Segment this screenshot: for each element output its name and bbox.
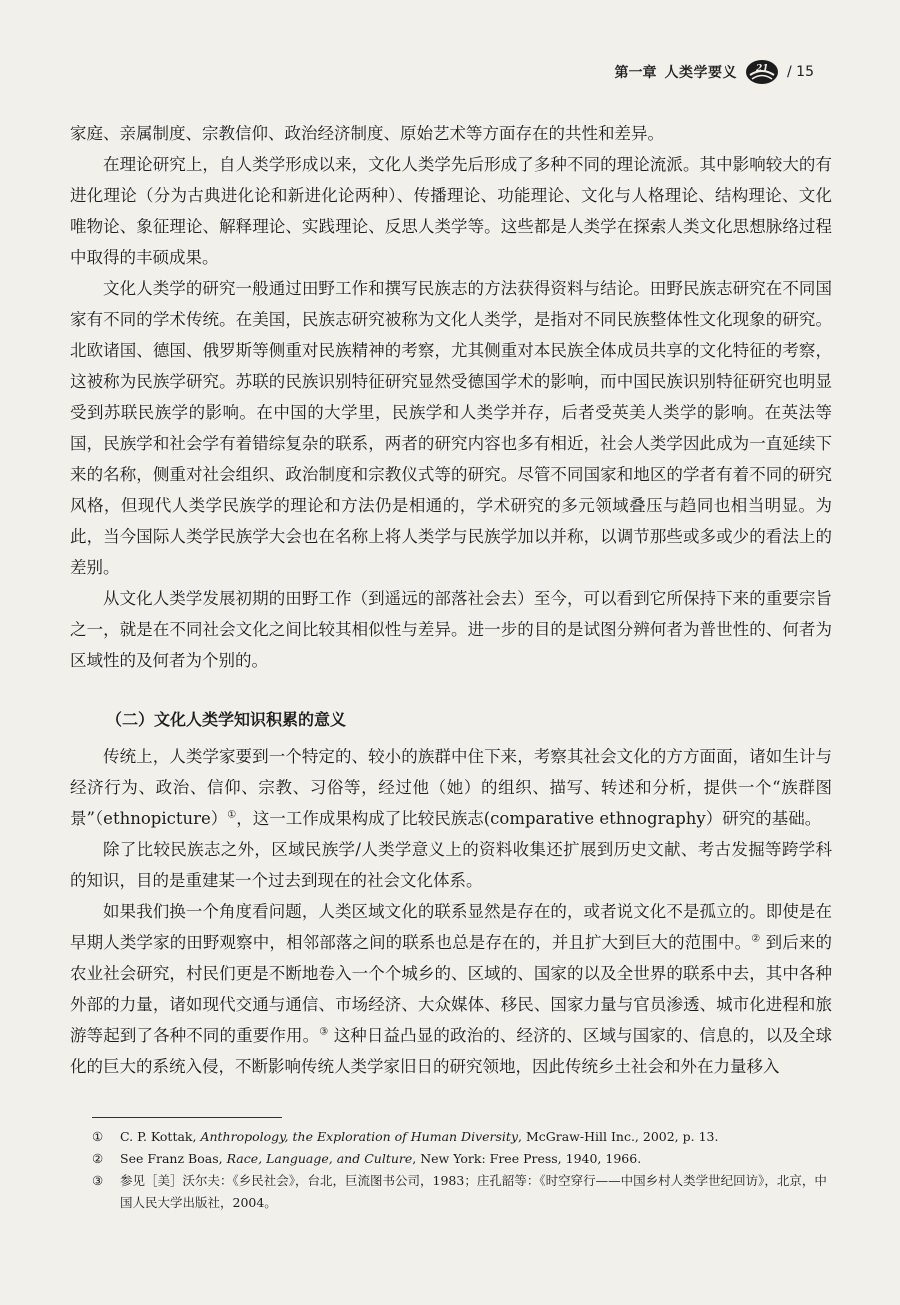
running-header [615, 58, 814, 86]
footnote [92, 1170, 832, 1214]
footnote-text: See Franz Boas, [120, 1151, 227, 1166]
footnote-mark: ③ [92, 1173, 104, 1188]
footnote [92, 1148, 832, 1170]
paragraph [70, 896, 832, 1082]
paragraph: 从文化人类学发展初期的田野工作（到遥远的部落社会去）至今，可以看到它所保持下来的重要宗旨之一，就是在不同社会文化之间比较其相似性与差异。进一步的目的是试图分辨何者为普世性的、何者为区域性的及何者为个别的。 [70, 589, 832, 670]
paragraph-text: 如果我们换一个角度看问题，人类区域文化的联系显然是存在的，或者说文化不是孤立的。即使是在早期人类学家的田野观察中，相邻部落之间的联系也总是存在的，并且扩大到巨大的范围中。 [70, 902, 832, 952]
footnote-title: Race, Language, and Culture [226, 1151, 413, 1166]
paragraph: 家庭、亲属制度、宗教信仰、政治经济制度、原始艺术等方面存在的共性和差异。 [70, 124, 664, 143]
svg-text:21: 21 [756, 64, 769, 74]
footnote-text: , McGraw-Hill Inc., 2002, p. 13. [518, 1129, 719, 1144]
paragraph-text: 到后来的农业社会研究，村民们更是不断地卷入一个个城乡的、区域的、国家的以及全世界的联系中去，其中各种外部的力量，诸如现代交通与通信、市场经济、大众媒体、移民、国家力量与官员渗透、城市化进程和旅游等起到了各种不同的重要作用。 [70, 933, 833, 1045]
paragraph: 在理论研究上，自人类学形成以来，文化人类学先后形成了多种不同的理论流派。其中影响较大的有进化理论（分为古典进化论和新进化论两种）、传播理论、功能理论、文化与人格理论、结构理论、文化唯物论、象征理论、解释理论、实践理论、反思人类学等。这些都是人类学在探索人类文化思想脉络过程中取得的丰硕成果。 [70, 155, 832, 267]
footnote-text: C. P. Kottak, [120, 1129, 201, 1144]
body-text [70, 118, 832, 1082]
footnote-mark: ① [92, 1129, 104, 1144]
paragraph-text: 传统上，人类学家要到一个特定的、较小的族群中住下来，考察其社会文化的方方面面，诸如生计与经济行为、政治、信仰、宗教、习俗等，经过他（她）的组织、描写、转述和分析，提供一个“族群图景”（ethnopicture） [70, 747, 832, 828]
book-emblem-icon [745, 58, 779, 86]
footnote-divider [92, 1117, 282, 1118]
section-heading: （二）文化人类学知识积累的意义 [106, 710, 347, 729]
footnote-mark: ② [92, 1151, 104, 1166]
chapter-title: 人类学要义 [664, 65, 738, 81]
chapter-label: 第一章 [614, 65, 657, 81]
footnote-text: 参见［美］沃尔夫：《乡民社会》，台北，巨流图书公司，1983；庄孔韶等：《时空穿行——中国乡村人类学世纪回访》，北京，中国人民大学出版社，2004。 [120, 1173, 827, 1210]
footnote-ref[interactable]: ③ [319, 1026, 329, 1038]
paragraph: 文化人类学的研究一般通过田野工作和撰写民族志的方法获得资料与结论。田野民族志研究在不同国家有不同的学术传统。在美国，民族志研究被称为文化人类学，是指对不同民族整体性文化现象的研究。北欧诸国、德国、俄罗斯等侧重对民族精神的考察，尤其侧重对本民族全体成员共享的文化特征的考察，这被称为民族学研究。苏联的民族识别特征研究显然受德国学术的影响，而中国民族识别特征研究也明显受到苏联民族学的影响。在中国的大学里，民族学和人类学并存，后者受英美人类学的影响。在英法等国，民族学和社会学有着错综复杂的联系，两者的研究内容也多有相近，社会人类学因此成为一直延续下来的名称，侧重对社会组织、政治制度和宗教仪式等的研究。尽管不同国家和地区的学者有着不同的研究风格，但现代人类学民族学的理论和方法仍是相通的，学术研究的多元领域叠压与趋同也相当明显。为此，当今国际人类学民族学大会也在名称上将人类学与民族学加以并称，以调节那些或多或少的看法上的差别。 [70, 279, 832, 577]
paragraph [70, 741, 832, 834]
footnote-ref[interactable]: ① [227, 809, 237, 821]
footnote-title: Anthropology, the Exploration of Human Diversity [200, 1129, 519, 1144]
paragraph-text: 这种日益凸显的政治的、经济的、区域与国家的、信息的，以及全球化的巨大的系统入侵，不断影响传统人类学家旧日的研究领地，因此传统乡土社会和外在力量移入 [70, 1026, 833, 1076]
footnote-text: , New York: Free Press, 1940, 1966. [412, 1151, 642, 1166]
paragraph-text: ，这一工作成果构成了比较民族志(comparative ethnography）研究的基础。 [236, 809, 822, 828]
footnote-ref[interactable]: ② [751, 933, 761, 945]
footnotes [92, 1126, 832, 1214]
page-number: / 15 [787, 64, 814, 80]
paragraph: 除了比较民族志之外，区域民族学/人类学意义上的资料收集还扩展到历史文献、考古发掘等跨学科的知识，目的是重建某一个过去到现在的社会文化体系。 [70, 840, 832, 890]
footnote [92, 1126, 832, 1148]
